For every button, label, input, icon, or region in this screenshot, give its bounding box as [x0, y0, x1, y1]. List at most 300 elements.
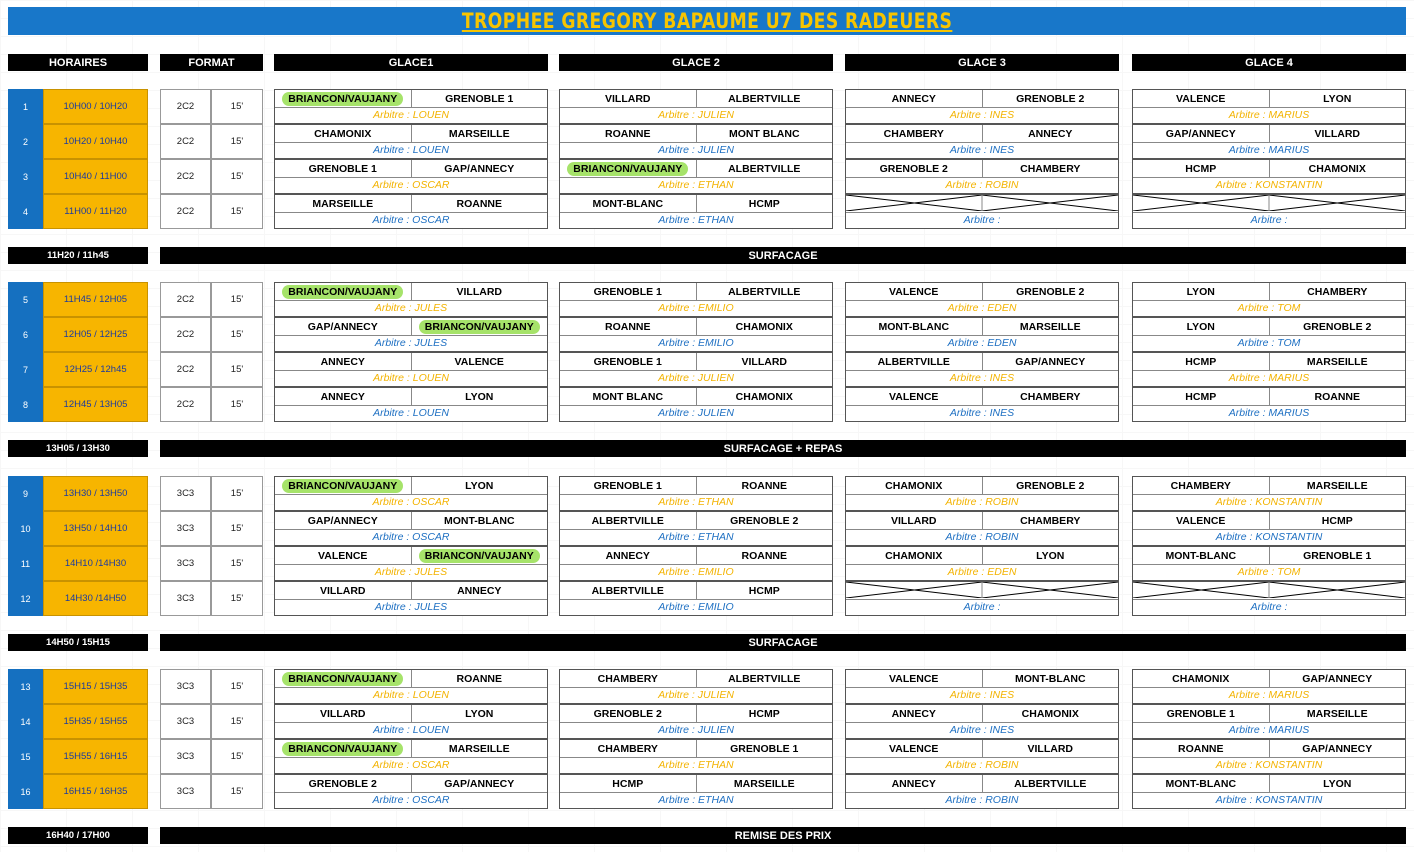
team-home: BRIANCON/VAUJANY	[275, 283, 411, 300]
team-away: MARSEILLE	[411, 740, 548, 757]
slot-time: 12H25 / 12h45	[43, 352, 148, 387]
match-cell[interactable]	[1132, 317, 1406, 352]
match-cell[interactable]	[559, 159, 833, 194]
slot-number: 9	[8, 476, 43, 511]
team-away: GAP/ANNECY	[411, 775, 548, 792]
slot-duration: 15'	[211, 739, 263, 774]
referee-label: Arbitre : JULIEN	[658, 689, 734, 701]
match-cell[interactable]	[559, 194, 833, 229]
team-home: ANNECY	[605, 549, 650, 562]
match-cell[interactable]	[845, 669, 1119, 704]
referee-label: Arbitre : JULIEN	[658, 372, 734, 384]
slot-duration: 15'	[211, 89, 263, 124]
team-away: MARSEILLE	[1269, 705, 1406, 722]
team-home: MONT BLANC	[592, 390, 664, 403]
slot-number: 12	[8, 581, 43, 616]
match-cell[interactable]	[274, 546, 548, 581]
referee-label: Arbitre : EDEN	[947, 337, 1017, 349]
team-away: GAP/ANNECY	[1269, 670, 1406, 687]
match-cell[interactable]	[845, 352, 1119, 387]
referee-label: Arbitre : JULES	[374, 337, 448, 349]
slot-duration: 15'	[211, 282, 263, 317]
team-home: VALENCE	[318, 549, 368, 562]
slot-format: 2C2	[160, 194, 211, 229]
team-home: GRENOBLE 1	[1166, 707, 1235, 720]
referee-label: Arbitre : JULES	[374, 601, 448, 613]
team-home: GRENOBLE 2	[593, 707, 662, 720]
slot-number: 13	[8, 669, 43, 704]
team-away: CHAMONIX	[696, 388, 833, 405]
title-bar	[8, 7, 1406, 35]
match-cell[interactable]	[274, 89, 548, 124]
team-home: HCMP	[612, 777, 644, 790]
match-cell[interactable]	[274, 282, 548, 317]
slot-number: 14	[8, 704, 43, 739]
team-away: ALBERTVILLE	[696, 283, 833, 300]
team-away: ROANNE	[411, 670, 548, 687]
referee-label: Arbitre : MARIUS	[1228, 689, 1310, 701]
team-home: ANNECY	[891, 707, 936, 720]
match-cell[interactable]	[274, 159, 548, 194]
team-away: GRENOBLE 2	[982, 477, 1119, 494]
slot-duration: 15'	[211, 511, 263, 546]
match-cell[interactable]	[274, 387, 548, 422]
slot-duration: 15'	[211, 124, 263, 159]
match-cell[interactable]	[845, 581, 1119, 616]
match-teams	[846, 740, 1118, 758]
match-cell[interactable]	[274, 511, 548, 546]
match-cell[interactable]	[274, 704, 548, 739]
header-glace-2: GLACE 2	[559, 54, 833, 71]
break-label: SURFACAGE	[160, 634, 1406, 651]
referee-label: Arbitre : MARIUS	[1228, 372, 1310, 384]
team-home: CHAMONIX	[885, 549, 943, 562]
match-cell[interactable]	[1132, 89, 1406, 124]
match-cell[interactable]	[845, 546, 1119, 581]
team-home: ROANNE	[604, 127, 651, 140]
match-teams	[1133, 547, 1405, 565]
match-teams	[560, 670, 832, 688]
slot-duration: 15'	[211, 774, 263, 809]
referee-label: Arbitre : KONSTANTIN	[1215, 179, 1323, 191]
match-teams	[560, 353, 832, 371]
team-away: HCMP	[1269, 512, 1406, 529]
match-cell[interactable]	[274, 774, 548, 809]
team-home: GAP/ANNECY	[307, 514, 378, 527]
referee-label: Arbitre : KONSTANTIN	[1215, 759, 1323, 771]
slot-time: 14H30 /14H50	[43, 581, 148, 616]
team-away: CHAMBERY	[982, 160, 1119, 177]
match-teams	[560, 318, 832, 336]
team-home: GRENOBLE 1	[308, 162, 377, 175]
slot-time: 10H00 / 10H20	[43, 89, 148, 124]
team-home: VILLARD	[605, 92, 651, 105]
match-cell[interactable]	[274, 124, 548, 159]
match-cell[interactable]	[1132, 774, 1406, 809]
team-away: MONT-BLANC	[982, 670, 1119, 687]
match-teams	[846, 705, 1118, 723]
referee-label: Arbitre : EDEN	[947, 566, 1017, 578]
slot-format: 2C2	[160, 89, 211, 124]
team-away: MARSEILLE	[696, 775, 833, 792]
match-cell[interactable]	[559, 511, 833, 546]
match-cell[interactable]	[274, 476, 548, 511]
team-away: GRENOBLE 1	[696, 740, 833, 757]
slot-number: 10	[8, 511, 43, 546]
match-teams	[560, 283, 832, 301]
match-cell[interactable]	[559, 317, 833, 352]
referee-label: Arbitre : TOM	[1237, 302, 1301, 314]
match-cell[interactable]	[559, 282, 833, 317]
match-cell[interactable]	[845, 89, 1119, 124]
match-cell[interactable]	[845, 476, 1119, 511]
match-teams	[846, 547, 1118, 565]
match-cell[interactable]	[559, 739, 833, 774]
slot-time: 15H55 / 16H15	[43, 739, 148, 774]
match-teams	[1133, 125, 1405, 143]
team-home: BRIANCON/VAUJANY	[275, 740, 411, 757]
team-away: VILLARD	[1269, 125, 1406, 142]
match-cell[interactable]	[1132, 511, 1406, 546]
referee-label: Arbitre : ETHAN	[658, 794, 734, 806]
match-teams	[275, 353, 547, 371]
match-cell[interactable]	[845, 511, 1119, 546]
team-home: VALENCE	[889, 742, 939, 755]
referee-label: Arbitre : LOUEN	[373, 372, 449, 384]
team-home: GRENOBLE 2	[308, 777, 377, 790]
referee-label: Arbitre : JULIEN	[658, 724, 734, 736]
slot-time: 13H50 / 14H10	[43, 511, 148, 546]
match-teams	[846, 388, 1118, 406]
match-teams	[560, 775, 832, 793]
referee-label: Arbitre : INES	[949, 407, 1015, 419]
team-away: LYON	[982, 547, 1119, 564]
match-cell[interactable]	[559, 704, 833, 739]
team-home: ANNECY	[320, 355, 365, 368]
break-label: SURFACAGE + REPAS	[160, 440, 1406, 457]
team-home: VILLARD	[320, 707, 366, 720]
match-cell[interactable]	[1132, 159, 1406, 194]
match-teams	[846, 775, 1118, 793]
match-teams	[275, 547, 547, 565]
team-away: CHAMBERY	[982, 388, 1119, 405]
referee-label: Arbitre : ROBIN	[945, 179, 1019, 191]
match-cell[interactable]	[845, 739, 1119, 774]
match-cell[interactable]	[845, 774, 1119, 809]
match-cell[interactable]	[274, 352, 548, 387]
match-cell[interactable]	[559, 352, 833, 387]
slot-format: 2C2	[160, 387, 211, 422]
team-home: VALENCE	[889, 285, 939, 298]
slot-time: 15H15 / 15H35	[43, 669, 148, 704]
match-teams	[846, 90, 1118, 108]
header-glace-1: GLACE1	[274, 54, 548, 71]
team-home: CHAMBERY	[883, 127, 944, 140]
match-teams	[560, 547, 832, 565]
match-teams	[275, 283, 547, 301]
team-away: GRENOBLE 2	[1269, 318, 1406, 335]
match-teams	[846, 318, 1118, 336]
team-away: MARSEILLE	[982, 318, 1119, 335]
referee-label: Arbitre : EMILIO	[658, 337, 734, 349]
match-teams	[1133, 388, 1405, 406]
referee-label: Arbitre : JULIEN	[658, 109, 734, 121]
slot-duration: 15'	[211, 387, 263, 422]
match-cell[interactable]	[559, 581, 833, 616]
team-home: MONT-BLANC	[878, 320, 950, 333]
team-away: ROANNE	[696, 547, 833, 564]
team-home: ROANNE	[1177, 742, 1224, 755]
team-home: LYON	[1186, 320, 1215, 333]
slot-time: 16H15 / 16H35	[43, 774, 148, 809]
referee-label: Arbitre : ETHAN	[658, 214, 734, 226]
team-away: VILLARD	[696, 353, 833, 370]
cancelled-match	[1133, 195, 1405, 213]
match-cell[interactable]	[1132, 704, 1406, 739]
slot-number: 8	[8, 387, 43, 422]
referee-label: Arbitre : OSCAR	[372, 759, 450, 771]
break-time: 13H05 / 13H30	[8, 440, 148, 457]
referee-label: Arbitre : LOUEN	[373, 109, 449, 121]
referee-label: Arbitre : EMILIO	[658, 302, 734, 314]
match-teams	[560, 477, 832, 495]
team-home: CHAMONIX	[885, 479, 943, 492]
match-cell[interactable]	[559, 774, 833, 809]
match-cell[interactable]	[1132, 352, 1406, 387]
match-teams	[275, 670, 547, 688]
referee-label: Arbitre : INES	[949, 109, 1015, 121]
match-cell[interactable]	[1132, 739, 1406, 774]
match-cell[interactable]	[274, 739, 548, 774]
match-cell[interactable]	[1132, 476, 1406, 511]
match-cell[interactable]	[845, 159, 1119, 194]
team-home: CHAMBERY	[597, 672, 658, 685]
match-cell[interactable]	[274, 669, 548, 704]
referee-label: Arbitre : EMILIO	[658, 601, 734, 613]
team-away: LYON	[411, 477, 548, 494]
match-teams	[1133, 353, 1405, 371]
match-cell[interactable]	[845, 194, 1119, 229]
match-teams	[560, 160, 832, 178]
referee-label: Arbitre : JULIEN	[658, 144, 734, 156]
match-teams	[846, 125, 1118, 143]
team-home: CHAMBERY	[597, 742, 658, 755]
match-teams	[560, 740, 832, 758]
team-home: BRIANCON/VAUJANY	[275, 90, 411, 107]
match-cell[interactable]	[274, 581, 548, 616]
team-home: MONT-BLANC	[592, 197, 664, 210]
match-cell[interactable]	[274, 317, 548, 352]
match-cell[interactable]	[1132, 669, 1406, 704]
referee-label: Arbitre : OSCAR	[372, 214, 450, 226]
slot-number: 11	[8, 546, 43, 581]
referee-label: Arbitre : JULES	[374, 566, 448, 578]
team-away: BRIANCON/VAUJANY	[411, 318, 548, 335]
slot-format: 3C3	[160, 669, 211, 704]
referee-label: Arbitre : INES	[949, 724, 1015, 736]
referee-label: Arbitre : ROBIN	[945, 496, 1019, 508]
referee-label: Arbitre : EDEN	[947, 302, 1017, 314]
break-label: REMISE DES PRIX	[160, 827, 1406, 844]
referee-label: Arbitre : LOUEN	[373, 144, 449, 156]
referee-label: Arbitre :	[1250, 214, 1288, 226]
referee-label: Arbitre : INES	[949, 689, 1015, 701]
match-cell[interactable]	[559, 89, 833, 124]
slot-duration: 15'	[211, 352, 263, 387]
match-teams	[1133, 670, 1405, 688]
match-teams	[846, 477, 1118, 495]
referee-label: Arbitre : LOUEN	[373, 724, 449, 736]
match-teams	[560, 582, 832, 600]
slot-format: 2C2	[160, 317, 211, 352]
match-teams	[1133, 160, 1405, 178]
referee-label: Arbitre : EMILIO	[658, 566, 734, 578]
slot-duration: 15'	[211, 704, 263, 739]
cancelled-match	[1133, 582, 1405, 600]
team-away: HCMP	[696, 582, 833, 599]
slot-duration: 15'	[211, 476, 263, 511]
slot-duration: 15'	[211, 546, 263, 581]
team-away: CHAMBERY	[982, 512, 1119, 529]
team-away: GAP/ANNECY	[411, 160, 548, 177]
team-home: BRIANCON/VAUJANY	[560, 160, 696, 177]
slot-time: 10H20 / 10H40	[43, 124, 148, 159]
team-home: VALENCE	[889, 672, 939, 685]
slot-format: 3C3	[160, 581, 211, 616]
team-away: CHAMONIX	[982, 705, 1119, 722]
match-teams	[275, 705, 547, 723]
referee-label: Arbitre : TOM	[1237, 566, 1301, 578]
referee-label: Arbitre : KONSTANTIN	[1215, 794, 1323, 806]
referee-label: Arbitre : MARIUS	[1228, 109, 1310, 121]
team-home: GAP/ANNECY	[307, 320, 378, 333]
match-cell[interactable]	[845, 387, 1119, 422]
team-home: ROANNE	[604, 320, 651, 333]
slot-number: 7	[8, 352, 43, 387]
header-format: FORMAT	[160, 54, 263, 71]
referee-label: Arbitre : ETHAN	[658, 496, 734, 508]
referee-label: Arbitre : TOM	[1237, 337, 1301, 349]
match-cell[interactable]	[845, 282, 1119, 317]
referee-label: Arbitre : ROBIN	[945, 531, 1019, 543]
match-teams	[275, 195, 547, 213]
slot-duration: 15'	[211, 159, 263, 194]
team-away: CHAMBERY	[1269, 283, 1406, 300]
team-away: ALBERTVILLE	[696, 670, 833, 687]
team-home: VALENCE	[1176, 92, 1226, 105]
match-teams	[1133, 318, 1405, 336]
match-cell[interactable]	[559, 546, 833, 581]
referee-label: Arbitre : JULES	[374, 302, 448, 314]
match-teams	[1133, 477, 1405, 495]
match-teams	[846, 670, 1118, 688]
team-away: MARSEILLE	[411, 125, 548, 142]
slot-time: 14H10 /14H30	[43, 546, 148, 581]
slot-duration: 15'	[211, 581, 263, 616]
team-away: ALBERTVILLE	[696, 90, 833, 107]
team-away: LYON	[411, 705, 548, 722]
team-away: MONT-BLANC	[411, 512, 548, 529]
slot-number: 16	[8, 774, 43, 809]
team-home: BRIANCON/VAUJANY	[275, 670, 411, 687]
team-home: MONT-BLANC	[1165, 549, 1237, 562]
match-teams	[1133, 740, 1405, 758]
match-cell[interactable]	[1132, 194, 1406, 229]
match-cell[interactable]	[559, 387, 833, 422]
match-teams	[275, 90, 547, 108]
page-title: TROPHEE GREGORY BAPAUME U7 DES RADEUERS	[461, 9, 953, 33]
team-home: HCMP	[1185, 390, 1217, 403]
match-cell[interactable]	[845, 704, 1119, 739]
slot-format: 2C2	[160, 124, 211, 159]
team-home: MARSEILLE	[312, 197, 374, 210]
slot-number: 6	[8, 317, 43, 352]
team-away: HCMP	[696, 705, 833, 722]
header-glace-4: GLACE 4	[1132, 54, 1406, 71]
match-teams	[1133, 90, 1405, 108]
match-cell[interactable]	[845, 317, 1119, 352]
match-cell[interactable]	[1132, 546, 1406, 581]
match-teams	[275, 318, 547, 336]
team-home: ANNECY	[320, 390, 365, 403]
team-away: LYON	[1269, 90, 1406, 107]
match-cell[interactable]	[1132, 387, 1406, 422]
team-home: MONT-BLANC	[1165, 777, 1237, 790]
team-home: VALENCE	[889, 390, 939, 403]
slot-time: 11H00 / 11H20	[43, 194, 148, 229]
team-home: HCMP	[1185, 162, 1217, 175]
team-away: GRENOBLE 1	[411, 90, 548, 107]
match-cell[interactable]	[1132, 282, 1406, 317]
team-away: LYON	[1269, 775, 1406, 792]
match-teams	[275, 125, 547, 143]
match-cell[interactable]	[274, 194, 548, 229]
slot-time: 12H45 / 13H05	[43, 387, 148, 422]
team-home: VILLARD	[891, 514, 937, 527]
slot-number: 1	[8, 89, 43, 124]
team-away: GRENOBLE 2	[982, 90, 1119, 107]
team-home: LYON	[1186, 285, 1215, 298]
team-away: MARSEILLE	[1269, 353, 1406, 370]
referee-label: Arbitre : OSCAR	[372, 794, 450, 806]
team-home: CHAMONIX	[314, 127, 372, 140]
match-cell[interactable]	[559, 476, 833, 511]
cancelled-match	[846, 582, 1118, 600]
team-home: GRENOBLE 1	[593, 355, 662, 368]
match-cell[interactable]	[1132, 124, 1406, 159]
slot-time: 13H30 / 13H50	[43, 476, 148, 511]
match-teams	[560, 195, 832, 213]
team-away: MONT BLANC	[696, 125, 833, 142]
slot-number: 15	[8, 739, 43, 774]
referee-label: Arbitre : KONSTANTIN	[1215, 496, 1323, 508]
match-cell[interactable]	[559, 669, 833, 704]
match-teams	[560, 705, 832, 723]
match-cell[interactable]	[845, 124, 1119, 159]
referee-label: Arbitre : MARIUS	[1228, 407, 1310, 419]
slot-duration: 15'	[211, 317, 263, 352]
team-away: GRENOBLE 1	[1269, 547, 1406, 564]
match-cell[interactable]	[1132, 581, 1406, 616]
slot-format: 3C3	[160, 511, 211, 546]
match-teams	[1133, 512, 1405, 530]
match-teams	[846, 353, 1118, 371]
team-home: GAP/ANNECY	[1165, 127, 1236, 140]
match-cell[interactable]	[559, 124, 833, 159]
referee-label: Arbitre : KONSTANTIN	[1215, 531, 1323, 543]
referee-label: Arbitre : INES	[949, 144, 1015, 156]
slot-number: 4	[8, 194, 43, 229]
